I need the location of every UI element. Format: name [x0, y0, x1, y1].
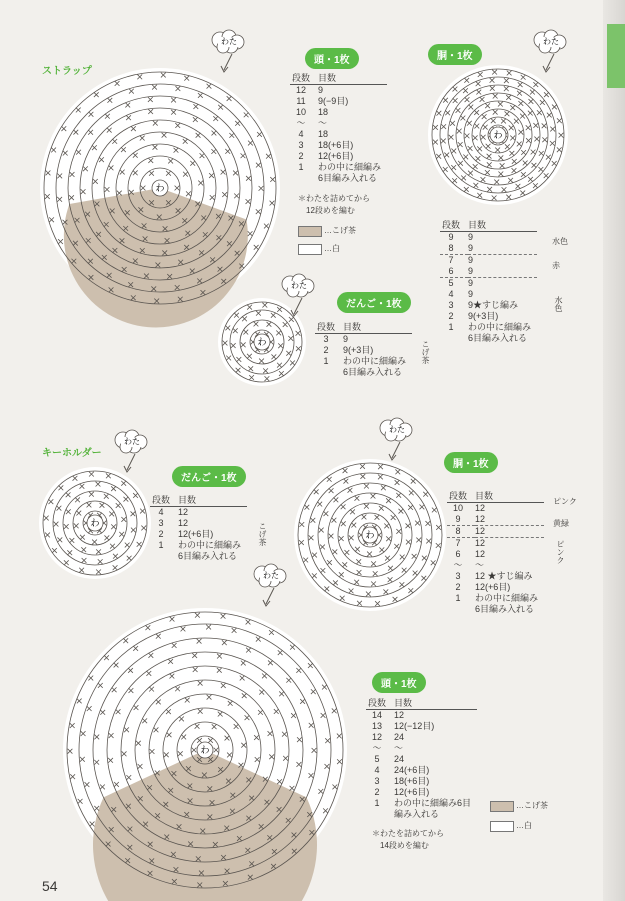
table-cell: 9 — [448, 232, 454, 242]
table-cell: 9 — [468, 289, 474, 299]
table-cell: 1 — [298, 162, 304, 172]
table-cell: 9★すじ編み — [468, 300, 519, 310]
strap-body-color-1: 水色 — [552, 237, 568, 246]
table-cell: 14 — [371, 710, 382, 720]
table-cell: 2 — [158, 529, 164, 539]
note-line: 12段めを編む — [306, 206, 355, 215]
table-cell: 6 — [455, 549, 461, 559]
table-cell: 10 — [452, 503, 463, 513]
table-cell: 18(+6目) — [318, 140, 354, 150]
table-row — [447, 549, 544, 560]
table-cell: 4 — [158, 507, 164, 517]
legend-white-label: …白 — [324, 244, 340, 253]
table-cell: 〜 — [475, 560, 485, 570]
key-body-color-1: ピンク — [553, 497, 577, 506]
table-cell: 9 — [468, 266, 537, 278]
table-cell: 3 — [455, 571, 461, 581]
cloud-label: わた — [124, 437, 140, 446]
table-row — [447, 514, 544, 526]
table-row — [290, 151, 387, 162]
table-cell: 12(−12目) — [394, 721, 435, 731]
table-row — [290, 118, 387, 129]
cloud-label: わた — [263, 571, 279, 580]
center-label: わ — [155, 183, 165, 193]
table-cell: 4 — [374, 765, 380, 775]
legend-brown-label: …こげ茶 — [324, 226, 356, 235]
key-head-title: 頭・1枚 — [372, 672, 426, 693]
center-label: わ — [365, 530, 375, 540]
table-row — [150, 518, 247, 529]
table-cell: 18 — [318, 129, 329, 139]
table-cell: 8 — [440, 243, 468, 255]
key-dango-cloud — [115, 430, 147, 472]
table-cell — [315, 367, 343, 378]
table-cell: 1 — [374, 798, 380, 808]
table-cell: 18(+6目) — [394, 776, 430, 786]
table-row — [290, 140, 387, 151]
table-row — [440, 278, 537, 290]
table-cell: 12 — [178, 507, 189, 517]
cloud-label: わた — [543, 37, 559, 46]
key-dango-title: だんご・1枚 — [172, 466, 246, 487]
table-cell: 3 — [374, 776, 380, 786]
table-cell: 24(+6目) — [394, 765, 430, 775]
table-cell: 12 — [475, 514, 544, 526]
table-row — [366, 798, 477, 809]
key-body-table — [447, 491, 544, 615]
page-number: 54 — [42, 878, 58, 894]
table-header-row — [150, 495, 247, 507]
table-row — [440, 322, 537, 333]
table-header-row — [447, 491, 544, 503]
strap-body-title: 胴・1枚 — [428, 44, 482, 65]
table-cell: 6目編み入れる — [318, 173, 378, 183]
table-cell: 4 — [448, 289, 454, 299]
legend-white-swatch — [298, 244, 322, 255]
table-row — [366, 776, 477, 787]
table-cell: 18 — [318, 107, 329, 117]
table-cell: 1 — [448, 322, 454, 332]
table-row — [447, 593, 544, 604]
cloud-label: わた — [221, 37, 237, 46]
table-row — [440, 289, 537, 300]
note-line: ＊わたを詰めてから — [298, 194, 370, 203]
section-title-keyholder: キーホルダー — [42, 448, 102, 459]
strap-body-chart — [428, 65, 568, 205]
key-body-title: 胴・1枚 — [444, 452, 498, 473]
table-cell: 12 — [475, 538, 486, 548]
table-cell: 5 — [374, 754, 380, 764]
table-row — [366, 721, 477, 732]
strap-dango-color: こげ茶 — [421, 340, 430, 364]
table-header-cell: 目数 — [343, 322, 412, 334]
table-cell: 9 — [468, 232, 474, 242]
table-row — [150, 529, 247, 540]
table-cell: 5 — [448, 278, 454, 288]
table-cell: 12 ★すじ編み — [475, 571, 533, 581]
strap-dango-table — [315, 322, 412, 378]
key-head-table — [366, 698, 477, 820]
table-row — [447, 582, 544, 593]
table-row — [290, 162, 387, 173]
table-cell: わの中に細編み — [343, 356, 407, 366]
strap-body-color-2: 赤 — [552, 261, 560, 270]
table-row — [447, 560, 544, 571]
table-cell: 10 — [295, 107, 306, 117]
strap-body-cloud — [534, 30, 566, 72]
legend-brown-label-2: …こげ茶 — [516, 801, 548, 810]
table-header-cell: 段数 — [315, 322, 343, 334]
table-row — [150, 540, 247, 551]
table-cell: 9(+3目) — [468, 311, 499, 321]
table-row — [440, 300, 537, 311]
table-cell: 9(+3目) — [343, 345, 374, 355]
table-row — [447, 526, 544, 538]
table-cell: 8 — [447, 526, 475, 538]
table-row — [440, 266, 537, 278]
table-cell — [290, 173, 318, 184]
table-row — [290, 96, 387, 107]
key-body-color-3: ピンク — [556, 540, 565, 564]
center-label: わ — [493, 130, 503, 140]
table-cell — [447, 604, 475, 615]
table-cell: 7 — [448, 255, 454, 265]
table-row — [366, 743, 477, 754]
table-cell: 1 — [455, 593, 461, 603]
strap-head-cloud — [212, 30, 244, 72]
center-label: わ — [90, 518, 100, 528]
strap-head-title: 頭・1枚 — [305, 48, 359, 69]
table-cell: わの中に細編み6目 — [394, 798, 472, 808]
table-cell: 2 — [298, 151, 304, 161]
table-cell: 〜 — [453, 560, 463, 570]
legend-brown-swatch-2 — [490, 801, 514, 812]
table-cell: わの中に細編み — [178, 540, 242, 550]
table-cell: 24 — [394, 754, 405, 764]
table-row — [150, 551, 247, 562]
table-row — [440, 311, 537, 322]
table-header-cell: 目数 — [394, 698, 477, 710]
table-cell: 6目編み入れる — [475, 604, 535, 614]
table-row — [440, 333, 537, 344]
table-cell — [150, 551, 178, 562]
table-cell: 12(+6目) — [475, 582, 511, 592]
table-row — [366, 809, 477, 820]
table-cell: 1 — [158, 540, 164, 550]
table-cell: 24 — [394, 732, 405, 742]
table-row — [447, 503, 544, 515]
table-header-cell: 目数 — [475, 491, 544, 503]
table-row — [315, 367, 412, 378]
table-header-cell: 段数 — [290, 73, 318, 85]
table-header-cell: 段数 — [447, 491, 475, 503]
cloud-label: わた — [291, 281, 307, 290]
table-cell: 9(−9目) — [318, 96, 349, 106]
table-cell: 12 — [394, 710, 405, 720]
table-cell: 6 — [440, 266, 468, 278]
table-cell: 9 — [468, 243, 537, 255]
table-row — [440, 232, 537, 244]
table-cell: 2 — [455, 582, 461, 592]
table-cell: 3 — [298, 140, 304, 150]
key-head-cloud — [254, 564, 286, 606]
table-cell: 1 — [323, 356, 329, 366]
strap-head-table — [290, 73, 387, 184]
table-cell: 9 — [468, 255, 474, 265]
strap-dango-chart — [218, 298, 306, 386]
table-cell: 13 — [371, 721, 382, 731]
table-row — [440, 255, 537, 267]
table-cell: 〜 — [372, 743, 382, 753]
table-cell: 3 — [323, 334, 329, 344]
key-body-chart — [294, 459, 446, 611]
table-row — [315, 334, 412, 346]
section-title-strap: ストラップ — [42, 66, 92, 77]
cloud-label: わた — [389, 425, 405, 434]
table-cell: 6目編み入れる — [468, 333, 528, 343]
key-dango-table — [150, 495, 247, 562]
table-row — [150, 507, 247, 519]
table-cell: 3 — [158, 518, 164, 528]
table-cell: 9 — [468, 278, 474, 288]
strap-body-color-3: 水色 — [554, 296, 563, 312]
table-row — [366, 765, 477, 776]
strap-head-note — [298, 193, 370, 217]
table-cell: 12(+6目) — [394, 787, 430, 797]
table-header-cell: 段数 — [366, 698, 394, 710]
key-body-cloud — [380, 418, 412, 460]
key-dango-chart — [39, 467, 151, 579]
table-cell: 11 — [296, 96, 306, 106]
table-row — [315, 345, 412, 356]
table-cell: 〜 — [318, 118, 328, 128]
table-row — [447, 571, 544, 582]
table-cell: 9 — [447, 514, 475, 526]
key-body-color-2: 黄緑 — [553, 519, 569, 528]
table-row — [447, 604, 544, 615]
table-cell: 編み入れる — [394, 809, 440, 819]
table-header-cell: 段数 — [150, 495, 178, 507]
table-header-row — [290, 73, 387, 85]
table-cell: 12 — [475, 549, 486, 559]
note-line: ＊わたを詰めてから — [372, 829, 444, 838]
legend-white-label-2: …白 — [516, 821, 532, 830]
table-row — [447, 538, 544, 550]
table-cell — [440, 333, 468, 344]
strap-head-chart — [40, 68, 280, 327]
table-header-cell: 段数 — [440, 220, 468, 232]
key-head-note — [372, 828, 444, 852]
table-cell: 12 — [178, 518, 189, 528]
table-row — [290, 107, 387, 118]
table-cell: わの中に細編み — [475, 593, 539, 603]
key-head-chart — [63, 608, 347, 901]
table-header-cell: 目数 — [318, 73, 387, 85]
table-row — [315, 356, 412, 367]
table-cell: 6目編み入れる — [343, 367, 403, 377]
table-cell: 12 — [371, 732, 382, 742]
table-row — [440, 243, 537, 255]
table-cell: 2 — [323, 345, 329, 355]
table-header-row — [315, 322, 412, 334]
table-row — [366, 710, 477, 722]
table-cell: 12(+6目) — [178, 529, 214, 539]
table-cell: 3 — [448, 300, 454, 310]
table-row — [290, 173, 387, 184]
table-cell: 12 — [475, 526, 544, 538]
table-row — [366, 732, 477, 743]
table-row — [290, 85, 387, 97]
table-cell: 9 — [343, 334, 349, 344]
table-cell: わの中に細編み — [318, 162, 382, 172]
table-cell: 9 — [318, 85, 324, 95]
table-cell: 12 — [475, 503, 486, 513]
strap-dango-title: だんご・1枚 — [337, 292, 411, 313]
table-row — [290, 129, 387, 140]
table-cell: 7 — [455, 538, 461, 548]
center-label: わ — [257, 337, 267, 347]
table-cell: 〜 — [394, 743, 404, 753]
table-cell — [366, 809, 394, 820]
table-cell: わの中に細編み — [468, 322, 532, 332]
table-cell: 4 — [298, 129, 304, 139]
table-cell: 12(+6目) — [318, 151, 354, 161]
table-header-cell: 目数 — [468, 220, 537, 232]
table-header-row — [366, 698, 477, 710]
table-cell: 2 — [448, 311, 454, 321]
table-cell: 2 — [374, 787, 380, 797]
table-header-row — [440, 220, 537, 232]
table-cell: 〜 — [296, 118, 306, 128]
legend-brown-swatch — [298, 226, 322, 237]
key-dango-color: こげ茶 — [258, 522, 267, 546]
table-row — [366, 787, 477, 798]
strap-body-table — [440, 220, 537, 344]
center-label: わ — [200, 745, 210, 755]
table-row — [366, 754, 477, 765]
table-header-cell: 目数 — [178, 495, 247, 507]
table-cell: 6目編み入れる — [178, 551, 238, 561]
note-line: 14段めを編む — [380, 841, 429, 850]
table-cell: 12 — [295, 85, 306, 95]
legend-white-swatch-2 — [490, 821, 514, 832]
